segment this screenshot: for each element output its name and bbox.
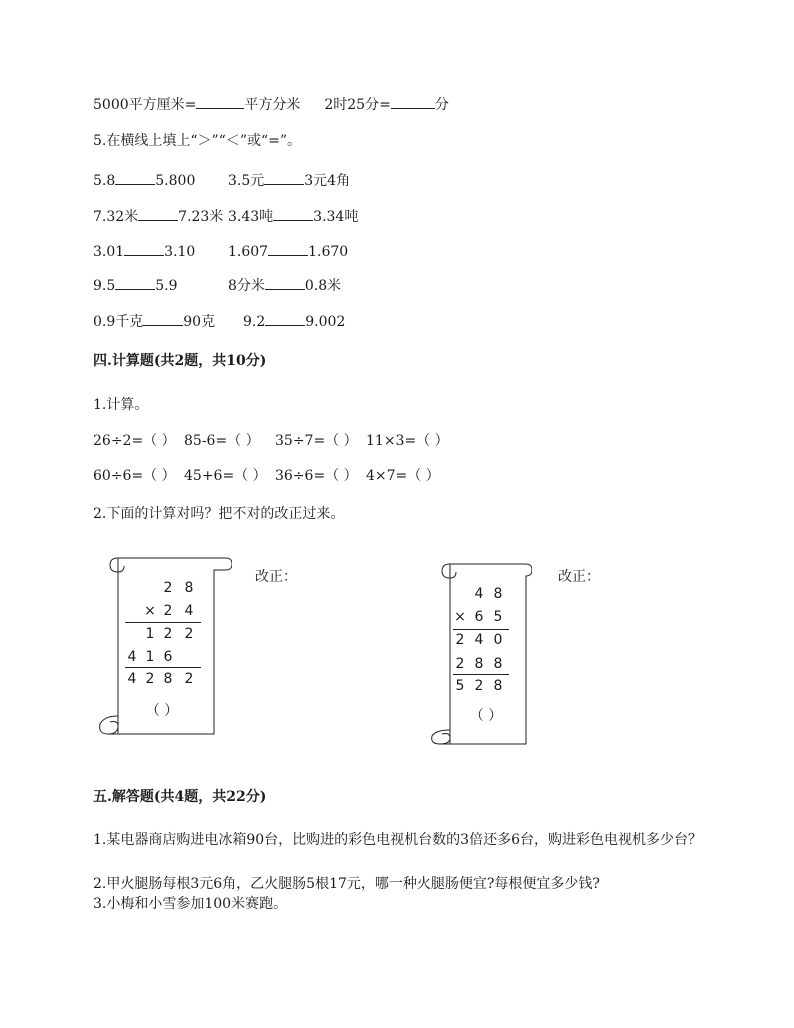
compare-row — [93, 241, 348, 261]
correction-label-left: 改正： — [255, 569, 297, 585]
conversion-line — [93, 94, 449, 114]
answer-blank[interactable] — [124, 241, 164, 256]
digit: 2 — [145, 671, 155, 687]
digit: 8 — [493, 656, 503, 672]
q5-prompt: 5.在横线上填上“＞”“＜”或“=”。 — [93, 133, 302, 149]
word-problem-2: 2.甲火腿肠每根3元6角，乙火腿肠5根17元，哪一种火腿肠便宜?每根便宜多少钱? — [93, 876, 600, 892]
calc-row-2 — [93, 467, 440, 485]
digit: 5 — [455, 678, 465, 694]
multiply-sign: × — [454, 609, 466, 625]
conversion-2-right: 分 — [434, 97, 449, 113]
answer-blank[interactable] — [143, 311, 183, 326]
digit: 0 — [493, 632, 503, 648]
compare-row — [93, 170, 350, 190]
section4-heading: 四.计算题(共2题，共10分) — [93, 353, 267, 369]
compare-left: 1.607 — [228, 244, 269, 260]
digit: 2 — [163, 603, 173, 619]
digit: 2 — [474, 678, 484, 694]
divider-line — [125, 622, 201, 623]
answer-blank[interactable] — [115, 275, 155, 290]
digit: 2 — [455, 656, 465, 672]
calc-item: 35÷7=（ ） — [275, 433, 358, 449]
digit: 2 — [184, 626, 194, 642]
digit: 2 — [184, 671, 194, 687]
calc-item: 36÷6=（ ） — [275, 468, 358, 484]
digit: 4 — [474, 632, 484, 648]
digit: 8 — [493, 586, 503, 602]
scroll-left — [96, 548, 232, 738]
answer-blank[interactable] — [196, 94, 244, 109]
divider-line — [453, 629, 509, 630]
multiply-sign: × — [144, 603, 156, 619]
compare-right: 1.670 — [308, 244, 349, 260]
answer-blank[interactable] — [265, 275, 305, 290]
answer-paren[interactable]: （ ） — [469, 708, 503, 724]
compare-left: 8分米 — [228, 278, 265, 294]
answer-paren[interactable]: （ ） — [145, 703, 179, 719]
compare-right: 7.23米 — [178, 209, 224, 225]
digit: 2 — [163, 626, 173, 642]
calc-item: 85-6=（ ） — [184, 433, 260, 449]
compare-right: 3.34吨 — [313, 209, 359, 225]
section5-heading: 五.解答题(共4题，共22分) — [93, 789, 267, 805]
digit: 8 — [474, 656, 484, 672]
divider-line — [125, 667, 201, 668]
answer-blank[interactable] — [265, 311, 305, 326]
compare-left: 9.5 — [93, 278, 116, 294]
digit: 8 — [493, 678, 503, 694]
compare-right: 0.8米 — [304, 278, 342, 294]
answer-blank[interactable] — [273, 206, 313, 221]
digit: 1 — [145, 649, 155, 665]
compare-left: 3.43吨 — [228, 209, 274, 225]
digit: 6 — [163, 649, 173, 665]
answer-blank[interactable] — [138, 206, 178, 221]
answer-blank[interactable] — [115, 170, 155, 185]
divider-line — [453, 674, 509, 675]
digit: 2 — [163, 580, 173, 596]
calc-item: 4×7=（ ） — [366, 468, 440, 484]
correction-label-right: 改正： — [558, 569, 600, 585]
compare-right: 5.800 — [155, 173, 196, 189]
compare-row — [93, 311, 345, 331]
digit: 4 — [127, 649, 137, 665]
word-problem-1: 1.某电器商店购进电冰箱90台，比购进的彩色电视机台数的3倍还多6台，购进彩色电视机多少台？ — [93, 832, 702, 848]
digit: 6 — [474, 609, 484, 625]
answer-blank[interactable] — [268, 241, 308, 256]
compare-right: 5.9 — [155, 278, 178, 294]
digit: 8 — [163, 671, 173, 687]
word-problem-3: 3.小梅和小雪参加100米赛跑。 — [93, 896, 288, 912]
calc-row-1 — [93, 432, 449, 450]
compare-right: 3元4角 — [304, 173, 351, 189]
compare-right: 9.002 — [305, 314, 346, 330]
calc-item: 45+6=（ ） — [184, 468, 267, 484]
conversion-1-right: 平方分米 — [244, 97, 301, 113]
compare-right: 90克 — [183, 314, 216, 330]
conversion-2-left: 2时25分= — [324, 97, 391, 113]
compare-row — [93, 206, 358, 226]
compare-left: 7.32米 — [93, 209, 139, 225]
compare-right: 3.10 — [164, 244, 196, 260]
compare-left: 5.8 — [93, 173, 116, 189]
calc-item: 26÷2=（ ） — [93, 433, 176, 449]
calc-item: 11×3=（ ） — [366, 433, 449, 449]
compare-left: 0.9千克 — [93, 314, 144, 330]
calc-item: 60÷6=（ ） — [93, 468, 176, 484]
digit: 8 — [184, 580, 194, 596]
scroll-right — [428, 562, 532, 748]
digit: 4 — [184, 603, 194, 619]
digit: 5 — [493, 609, 503, 625]
digit: 4 — [474, 586, 484, 602]
answer-blank[interactable] — [391, 94, 435, 109]
compare-row — [93, 275, 341, 295]
compare-left: 9.2 — [243, 314, 266, 330]
q1-prompt: 1.计算。 — [93, 397, 149, 413]
conversion-1-left: 5000平方厘米= — [93, 97, 197, 113]
digit: 4 — [127, 671, 137, 687]
compare-left: 3.01 — [93, 244, 125, 260]
digit: 2 — [455, 632, 465, 648]
q2-prompt: 2.下面的计算对吗？把不对的改正过来。 — [93, 506, 345, 522]
digit: 1 — [145, 626, 155, 642]
compare-left: 3.5元 — [228, 173, 265, 189]
answer-blank[interactable] — [264, 170, 304, 185]
